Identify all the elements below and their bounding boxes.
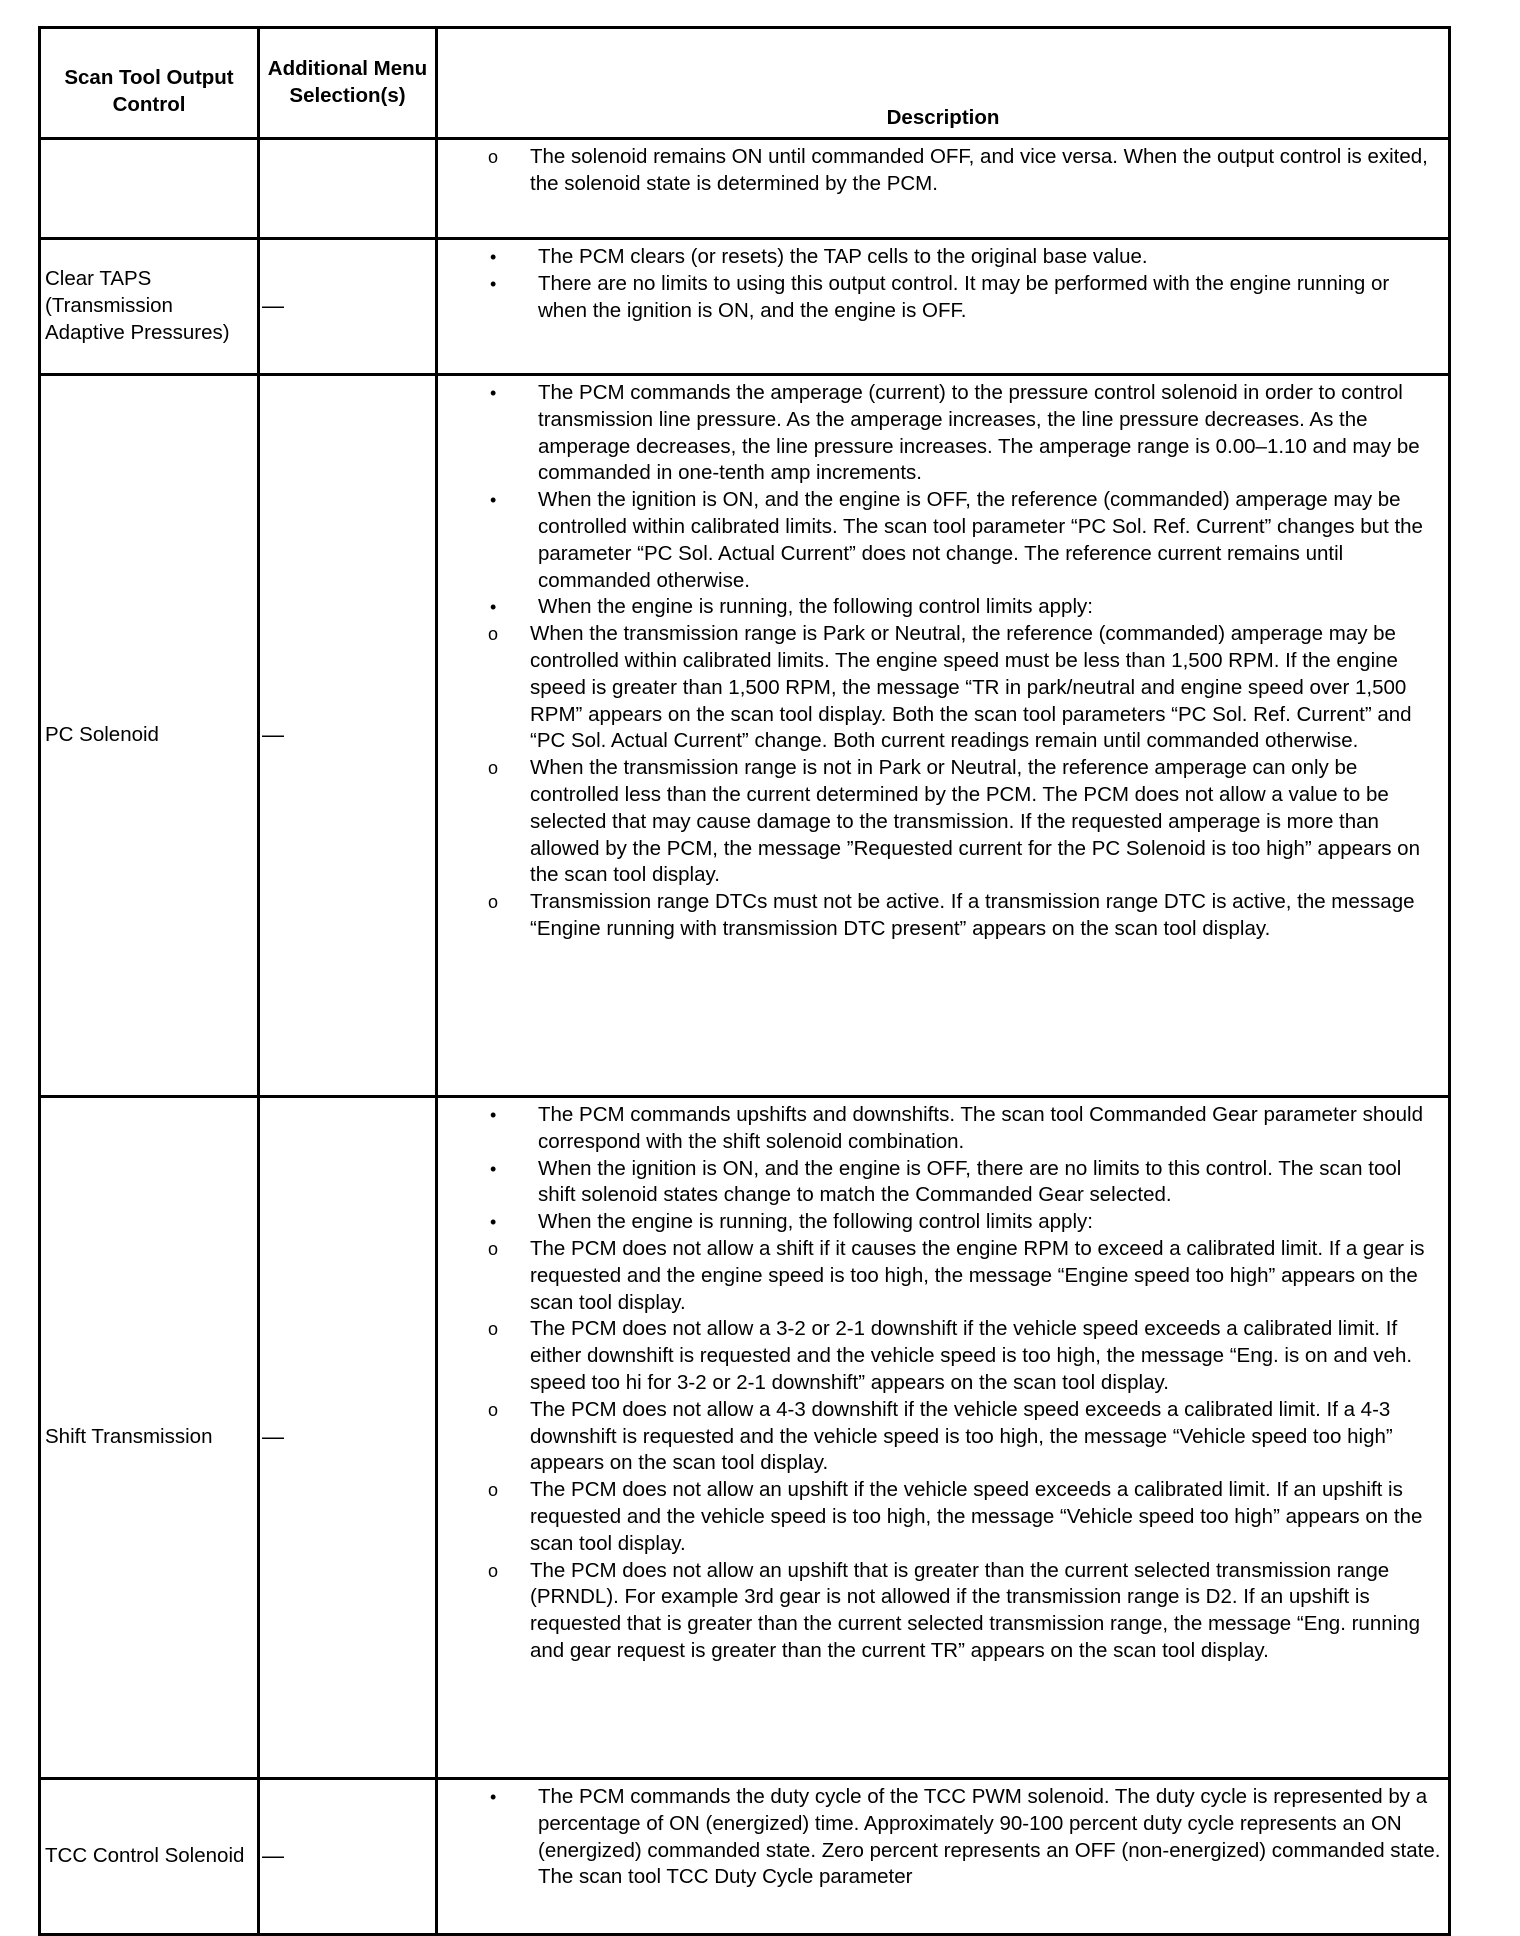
bullet-item: • The PCM commands the duty cycle of the TCC PWM solenoid. The duty cycle is represented by a percentage of ON (energized) time. Approximately 90-100 percent duty cycle represents an ON (energized) commanded state. Zero percent represents an OFF (non-energized) commanded state. The scan tool TCC Duty Cycle parameter xyxy=(438,1784,1442,1891)
sub-item: o The solenoid remains ON until commanded OFF, and vice versa. When the output control is exited, the solenoid state is determined by the PCM. xyxy=(438,144,1442,198)
bullet-item: • The PCM commands the amperage (current) to the pressure control solenoid in order to control transmission line pressure. As the amperage increases, the line pressure decreases. As the amperage decreases, the line pressure increases. The amperage range is 0.00–1.10 and may be commanded in one-tenth amp increments. xyxy=(438,380,1442,487)
header-row xyxy=(40,28,1450,139)
description-cell xyxy=(437,1097,1450,1779)
menu-cell: — xyxy=(259,239,437,375)
control-cell: TCC Control Solenoid xyxy=(40,1779,259,1935)
menu-cell: — xyxy=(259,375,437,1097)
description-cell xyxy=(437,1779,1450,1935)
bullet-item: • The PCM clears (or resets) the TAP cells to the original base value. xyxy=(438,244,1442,271)
control-cell: Clear TAPS (Transmission Adaptive Pressures) xyxy=(40,239,259,375)
bullet-text: When the engine is running, the following control limits apply: xyxy=(538,595,1093,619)
description-cell xyxy=(437,375,1450,1097)
header-scan-tool-output-control: Scan Tool Output Control xyxy=(40,28,259,139)
bullet-item xyxy=(438,594,1442,621)
table-row xyxy=(40,239,1450,375)
table-row xyxy=(40,1097,1450,1779)
sub-list xyxy=(438,1236,1442,1665)
control-cell xyxy=(40,139,259,239)
bullet-item: • When the engine is running, the following control limits apply: xyxy=(438,1209,1442,1236)
sub-item: o The PCM does not allow an upshift that is greater than the current selected transmission range (PRNDL). For example 3rd gear is not allowed if the transmission range is D2. If an upshift is requested that is greater than the current selected transmission range, the message “Eng. running and gear request is greater than the current TR” appears on the scan tool display. xyxy=(438,1558,1442,1665)
sub-item: o When the transmission range is not in Park or Neutral, the reference amperage can only be controlled less than the current determined by the PCM. The PCM does not allow a value to be selected that may cause damage to the transmission. If the requested amperage is more than allowed by the PCM, the message ”Requested current for the PC Solenoid is too high” appears on the scan tool display. xyxy=(438,755,1442,889)
table-row xyxy=(40,1779,1450,1935)
bullet-list xyxy=(438,244,1442,324)
bullet-item: • There are no limits to using this output control. It may be performed with the engine running or when the ignition is ON, and the engine is OFF. xyxy=(438,271,1442,325)
description-cell xyxy=(437,139,1450,239)
sub-list xyxy=(438,144,1442,198)
bullet-list xyxy=(438,1102,1442,1236)
control-cell: Shift Transmission xyxy=(40,1097,259,1779)
sub-item: o The PCM does not allow a 3-2 or 2-1 downshift if the vehicle speed exceeds a calibrated limit. If either downshift is requested and the vehicle speed is too high, the message “Eng. is on and veh. speed too hi for 3-2 or 2-1 downshift” appears on the scan tool display. xyxy=(438,1316,1442,1396)
header-additional-menu-selections: Additional Menu Selection(s) xyxy=(259,28,437,139)
sub-item: o The PCM does not allow a shift if it causes the engine RPM to exceed a calibrated limit. If a gear is requested and the engine speed is too high, the message “Engine speed too high” appears on the scan tool display. xyxy=(438,1236,1442,1316)
sub-item: o When the transmission range is Park or Neutral, the reference (commanded) amperage may be controlled within calibrated limits. The engine speed must be less than 1,500 RPM. If the engine speed is greater than 1,500 RPM, the message “TR in park/neutral and engine speed over 1,500 RPM” appears on the scan tool display. Both the scan tool parameters “PC Sol. Ref. Current” and “PC Sol. Actual Current” change. Both current readings remain until commanded otherwise. xyxy=(438,621,1442,755)
control-cell: PC Solenoid xyxy=(40,375,259,1097)
scan-tool-output-control-table xyxy=(38,26,1451,1936)
sub-item: o Transmission range DTCs must not be active. If a transmission range DTC is active, the message “Engine running with transmission DTC present” appears on the scan tool display. xyxy=(438,889,1442,943)
sub-list xyxy=(438,621,1442,943)
bullet-item: • When the ignition is ON, and the engine is OFF, there are no limits to this control. The scan tool shift solenoid states change to match the Commanded Gear selected. xyxy=(438,1156,1442,1210)
menu-cell: — xyxy=(259,1779,437,1935)
menu-cell xyxy=(259,139,437,239)
sub-item: o The PCM does not allow a 4-3 downshift if the vehicle speed exceeds a calibrated limit. If a 4-3 downshift is requested and the vehicle speed is too high, the message “Vehicle speed too high” appears on the scan tool display. xyxy=(438,1397,1442,1477)
menu-cell: — xyxy=(259,1097,437,1779)
table-row xyxy=(40,375,1450,1097)
description-cell xyxy=(437,239,1450,375)
bullet-item: • The PCM commands upshifts and downshifts. The scan tool Commanded Gear parameter should correspond with the shift solenoid combination. xyxy=(438,1102,1442,1156)
bullet-list xyxy=(438,380,1442,621)
bullet-item: • When the ignition is ON, and the engine is OFF, the reference (commanded) amperage may be controlled within calibrated limits. The scan tool parameter “PC Sol. Ref. Current” changes but the parameter “PC Sol. Actual Current” does not change. The reference current remains until commanded otherwise. xyxy=(438,487,1442,594)
bullet-list xyxy=(438,1784,1442,1891)
table-row xyxy=(40,139,1450,239)
sub-item: o The PCM does not allow an upshift if the vehicle speed exceeds a calibrated limit. If an upshift is requested and the vehicle speed is too high, the message “Vehicle speed too high” appears on the scan tool display. xyxy=(438,1477,1442,1557)
header-description: Description xyxy=(437,28,1450,139)
